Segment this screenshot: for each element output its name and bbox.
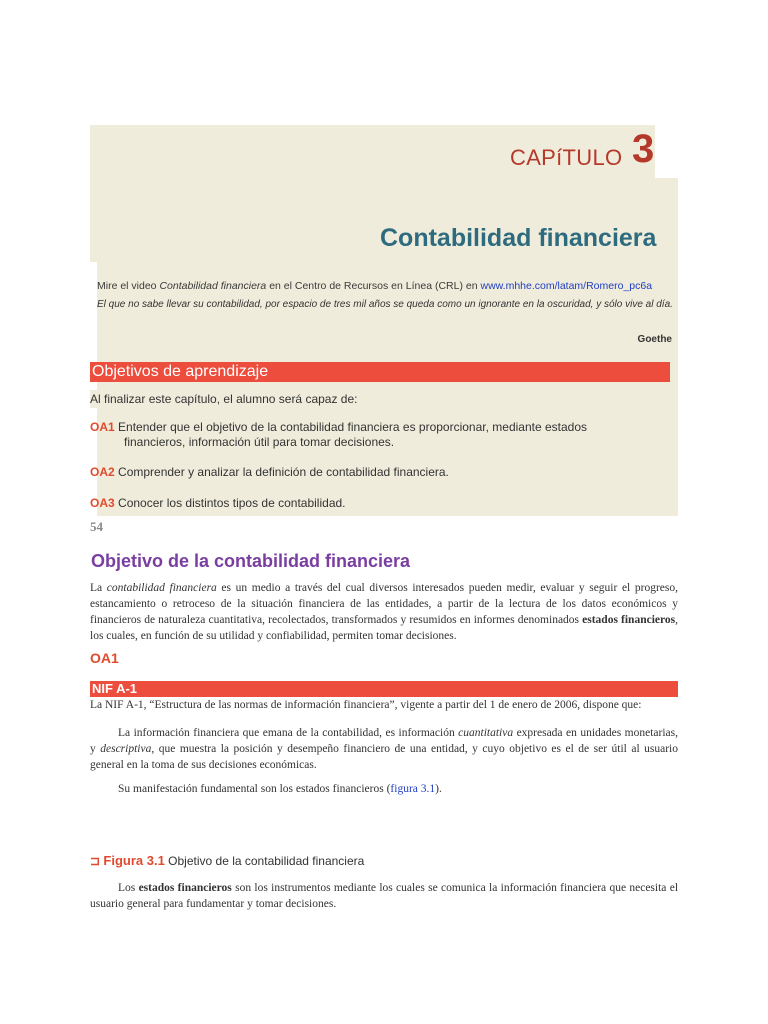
nif-quote-paragraph: La información financiera que emana de la contabilidad, es información cuantitativa expresada en unidades monetarias, y descriptiva, que muestra la posición y desempeño financiero de una entidad, y cuyo objetivo es el de ser útil al usuario general en la toma de sus decisiones económicas. <box>90 727 679 771</box>
figure-caption: ⊐ Figura 3.1 Objetivo de la contabilidad financiera <box>90 853 365 868</box>
objectives-heading-bar <box>90 362 670 382</box>
objective-item: OA3 Conocer los distintos tipos de contabilidad. <box>90 496 346 510</box>
objective-item: OA1 Entender que el objetivo de la contabilidad financiera es proporcionar, mediante estados financieros, información útil para tomar decisiones. <box>90 420 588 449</box>
figure-reference-paragraph: Su manifestación fundamental son los estados financieros (figura 3.1). <box>118 783 442 795</box>
page-number: 54 <box>90 519 103 534</box>
epigraph-quote: El que no sabe llevar su contabilidad, por espacio de tres mil años se queda como un ignorante en la oscuridad, y sólo vive al día. <box>97 299 673 310</box>
figure-label: Figura 3.1 <box>103 853 165 868</box>
objective-code: OA2 <box>90 465 115 479</box>
figure-link[interactable]: figura 3.1 <box>390 783 436 795</box>
section-paragraph: La contabilidad financiera es un medio a través del cual diversos interesados pueden medir, evaluar y seguir el progreso, estancamiento o retroceso de la situación financiera de las entidades, a partir de la lectura de los datos económicos y financieros de naturaleza cuantitativa, recolectados, transformados y resumidos en informes denominados estados financieros, los cuales, en función de su utilidad y confiabilidad, permiten tomar decisiones. <box>90 582 678 642</box>
chapter-header-strip <box>90 178 98 262</box>
video-link[interactable]: www.mhhe.com/latam/Romero_pc6a <box>480 280 653 292</box>
objective-code: OA3 <box>90 496 115 510</box>
nif-paragraph: La NIF A-1, “Estructura de las normas de información financiera”, vigente a partir del 1 de enero de 2006, dispone que: <box>90 699 642 711</box>
objectives-heading: Objetivos de aprendizaje <box>92 363 269 380</box>
section-title: Objetivo de la contabilidad financiera <box>91 551 411 571</box>
nif-heading-bar <box>90 681 678 697</box>
oa-marker: OA1 <box>90 650 119 666</box>
epigraph-author: Goethe <box>637 334 672 345</box>
objectives-intro: Al finalizar este capítulo, el alumno será capaz de: <box>90 390 670 408</box>
video-intro: Mire el video Contabilidad financiera en el Centro de Recursos en Línea (CRL) en www.mhhe.com/latam/Romero_pc6a <box>97 280 653 292</box>
nif-heading: NIF A-1 <box>92 681 138 696</box>
chapter-title: Contabilidad financiera <box>380 224 657 252</box>
chapter-number: 3 <box>632 127 655 171</box>
objective-item: OA2 Comprender y analizar la definición de contabilidad financiera. <box>90 465 449 479</box>
figure-icon: ⊐ <box>90 854 101 868</box>
closing-paragraph: Los estados financieros son los instrumentos mediante los cuales se comunica la información financiera que necesita el usuario general para fundamentar y tomar decisiones. <box>90 882 679 910</box>
chapter-label: CAPíTULO <box>510 145 623 170</box>
objective-code: OA1 <box>90 420 115 434</box>
